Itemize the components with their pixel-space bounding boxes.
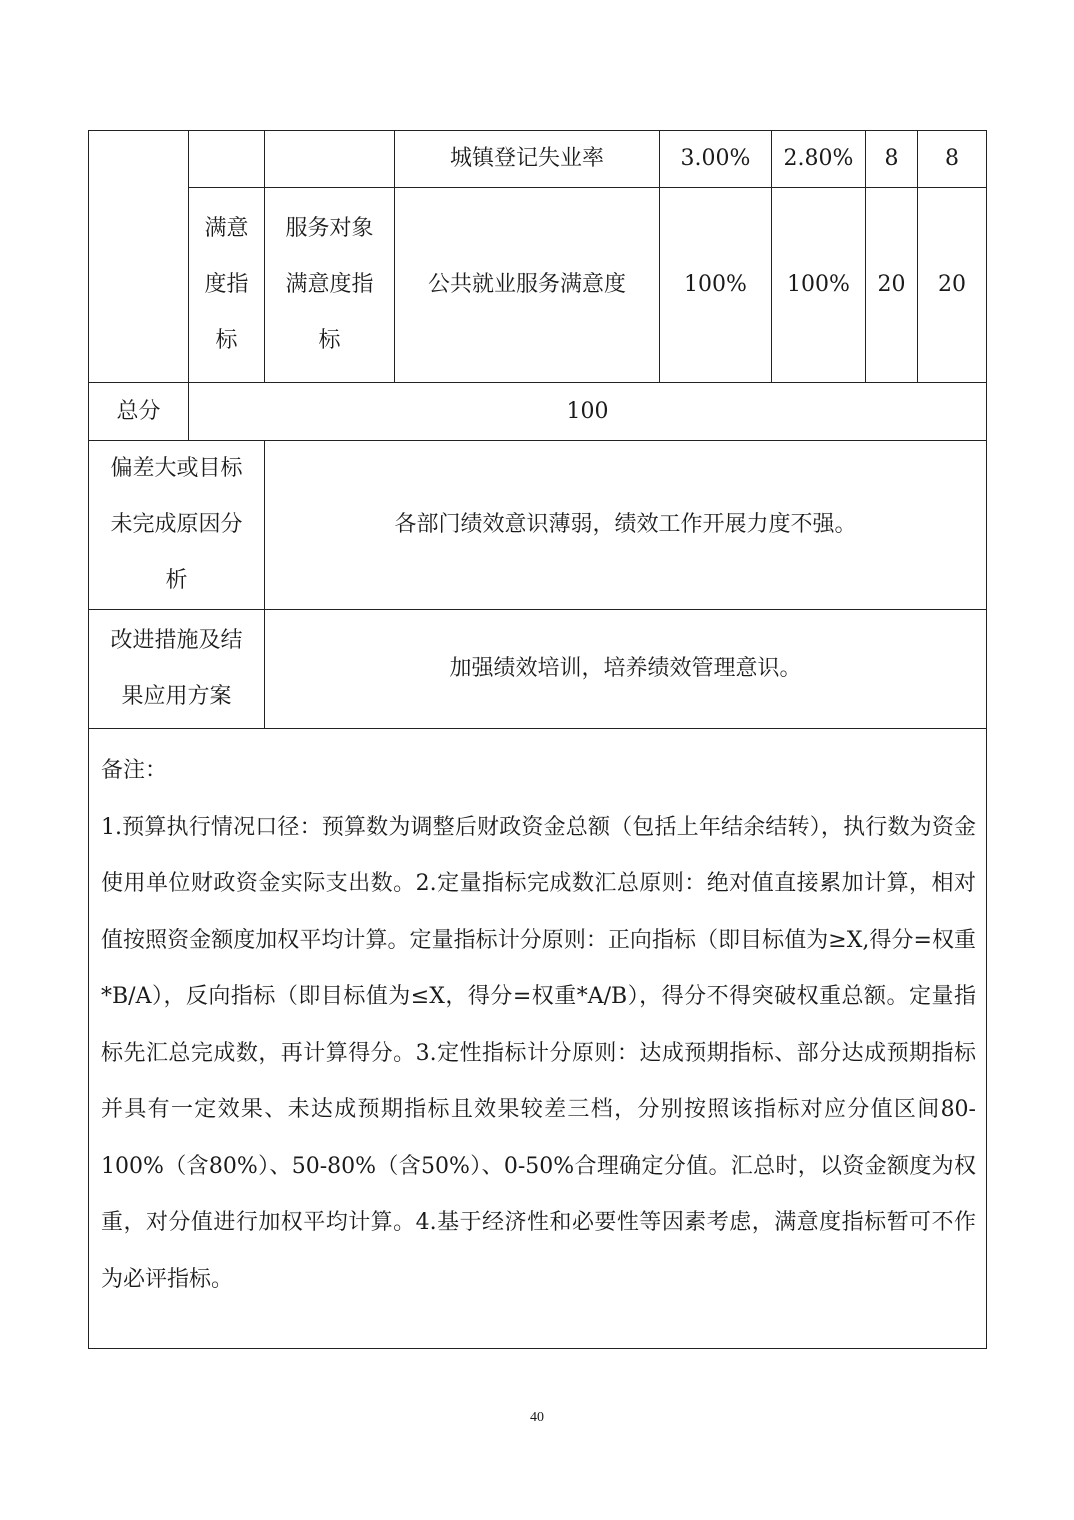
target-value: 3.00% (660, 131, 772, 188)
empty-level2-cell (265, 131, 395, 188)
deviation-label-line: 析 (165, 568, 188, 593)
weight-value: 20 (866, 188, 918, 383)
level2-line: 标 (318, 328, 341, 353)
table-row-satisfaction (89, 188, 987, 383)
table-row-improvement (89, 610, 987, 729)
deviation-label-line: 未完成原因分 (110, 512, 243, 537)
level1-line: 度指 (204, 272, 249, 297)
total-label: 总分 (89, 383, 189, 441)
total-value: 100 (189, 383, 987, 441)
actual-value: 100% (772, 188, 866, 383)
weight-value: 8 (866, 131, 918, 188)
indicator-name: 城镇登记失业率 (395, 131, 660, 188)
level1-line: 满意 (204, 216, 249, 241)
level2-line: 满意度指 (285, 272, 374, 297)
notes-body: 1.预算执行情况口径：预算数为调整后财政资金总额（包括上年结余结转），执行数为资金使用单位财政资金实际支出数。2.定量指标完成数汇总原则：绝对值直接累加计算，相对值按照资金额度加权平均计算。定量指标计分原则：正向指标（即目标值为≥X,得分=权重*B/A），反向指标（即目标值为≤X，得分=权重*A/B），得分不得突破权重总额。定量指标先汇总完成数，再计算得分。3.定性指标计分原则：达成预期指标、部分达成预期指标并具有一定效果、未达成预期指标且效果较差三档，分别按照该指标对应分值区间80-100%（含80%）、50-80%（含50%）、0-50%合理确定分值。汇总时，以资金额度为权重，对分值进行加权平均计算。4.基于经济性和必要性等因素考虑，满意度指标暂可不作为必评指标。 (101, 814, 976, 1292)
level2-line: 服务对象 (285, 216, 374, 241)
target-value: 100% (660, 188, 772, 383)
level1-line: 标 (215, 328, 238, 353)
performance-table (88, 130, 987, 1349)
table-row-deviation (89, 441, 987, 610)
level1-indicator-satisfaction (189, 188, 265, 383)
improvement-label-line: 改进措施及结 (110, 628, 243, 653)
score-value: 20 (918, 188, 987, 383)
empty-category-cell (89, 131, 189, 383)
empty-level1-cell (189, 131, 265, 188)
table-row-total (89, 383, 987, 441)
indicator-name: 公共就业服务满意度 (395, 188, 660, 383)
improvement-text: 加强绩效培训，培养绩效管理意识。 (265, 610, 987, 729)
page-number: 40 (530, 1410, 544, 1425)
deviation-label (89, 441, 265, 610)
table-row-notes (89, 729, 987, 1349)
deviation-label-line: 偏差大或目标 (110, 456, 243, 481)
table-row-unemployment (89, 131, 987, 188)
notes-title: 备注： (101, 758, 168, 783)
deviation-text: 各部门绩效意识薄弱，绩效工作开展力度不强。 (265, 441, 987, 610)
improvement-label (89, 610, 265, 729)
notes-cell (89, 729, 987, 1349)
improvement-label-line: 果应用方案 (121, 684, 232, 709)
level2-indicator-satisfaction (265, 188, 395, 383)
score-value: 8 (918, 131, 987, 188)
actual-value: 2.80% (772, 131, 866, 188)
